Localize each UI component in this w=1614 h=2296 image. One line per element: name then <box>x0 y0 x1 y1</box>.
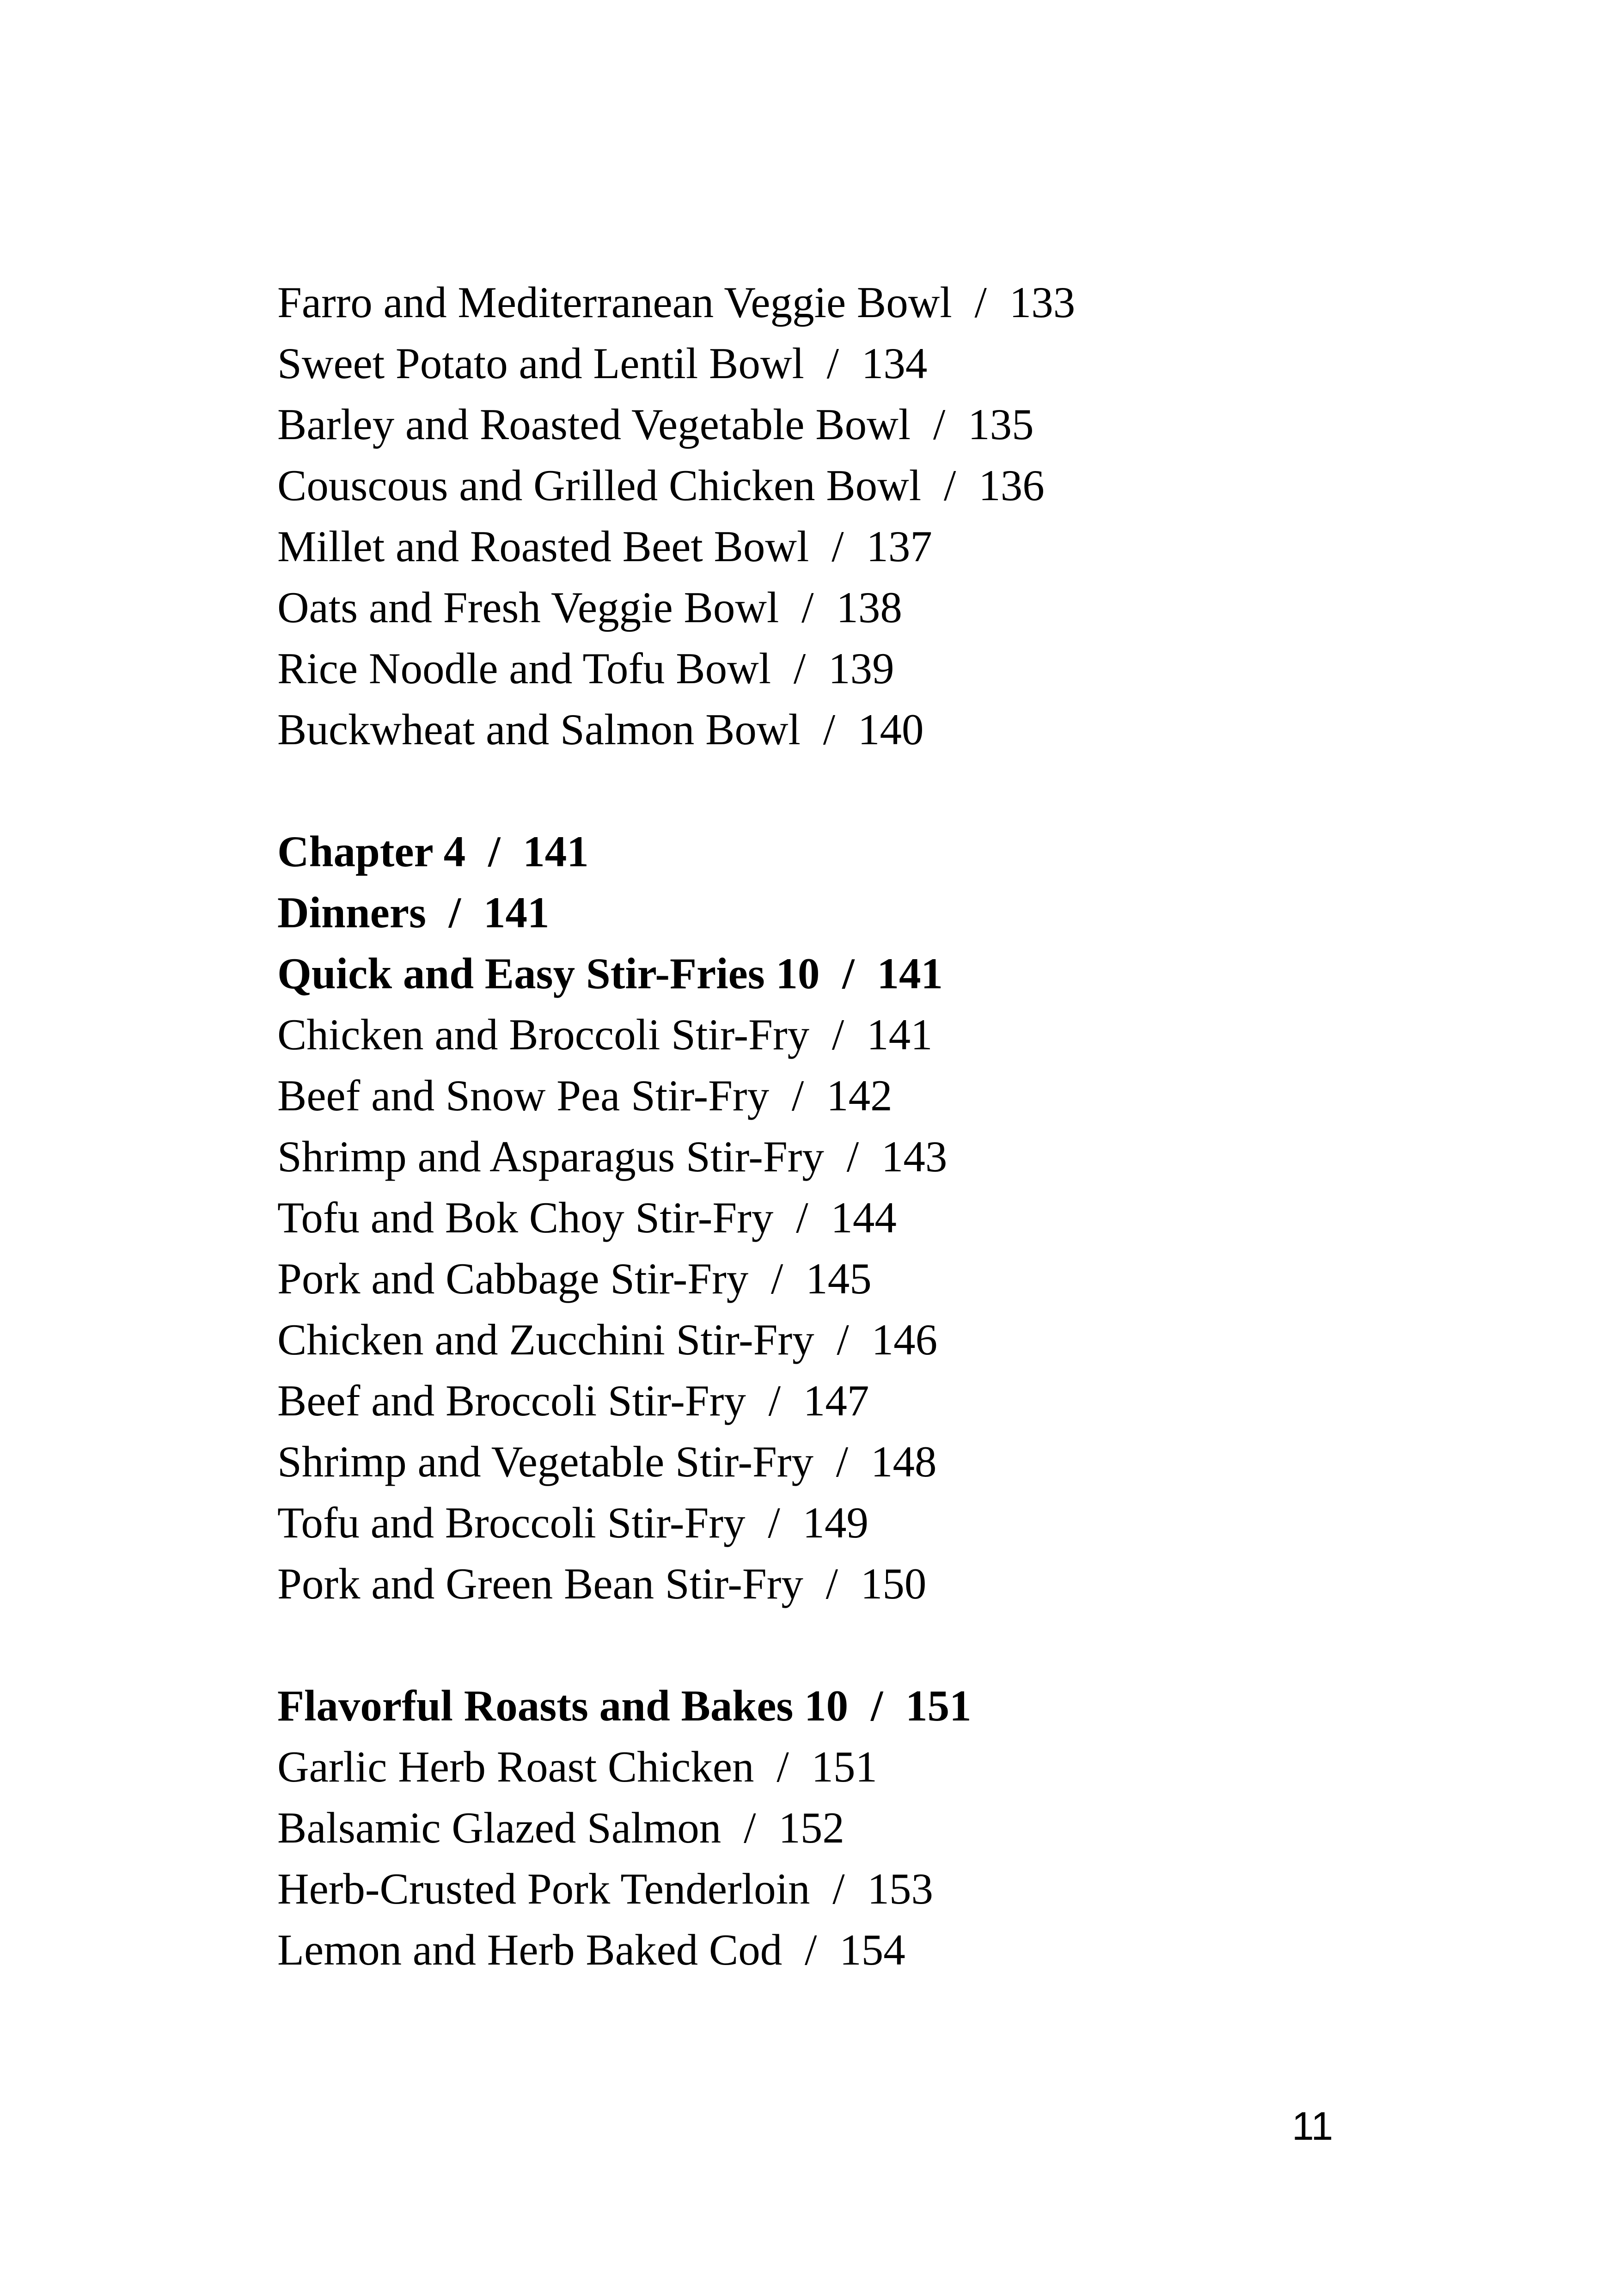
toc-entry-page: 134 <box>861 339 928 388</box>
toc-entry-page: 141 <box>483 888 550 937</box>
toc-entry[interactable] <box>277 394 1387 455</box>
toc-entry-page: 147 <box>803 1376 869 1425</box>
toc-separator: / <box>974 278 987 327</box>
toc-entry[interactable] <box>277 1309 1387 1370</box>
toc-entry-title: Herb-Crusted Pork Tenderloin <box>277 1864 810 1913</box>
toc-entry-page: 150 <box>860 1559 927 1608</box>
page-number: 11 <box>1292 2104 1333 2149</box>
toc-entry-page: 149 <box>802 1498 869 1547</box>
toc-separator: / <box>823 705 836 754</box>
toc-entry[interactable] <box>277 1431 1387 1492</box>
toc-separator: / <box>801 583 814 632</box>
toc-entry[interactable] <box>277 1187 1387 1248</box>
toc-separator: / <box>488 827 501 876</box>
section-gap <box>277 1614 1387 1675</box>
toc-entry-page: 148 <box>870 1437 937 1486</box>
toc-heading[interactable] <box>277 1675 1387 1736</box>
toc-entry-title: Chicken and Zucchini Stir-Fry <box>277 1315 814 1364</box>
toc-separator: / <box>943 461 956 510</box>
toc-entry[interactable] <box>277 1065 1387 1126</box>
toc-entry[interactable] <box>277 1858 1387 1919</box>
toc-entry-page: 151 <box>811 1742 878 1791</box>
toc-entry-page: 135 <box>968 400 1034 449</box>
toc-entry-title: Quick and Easy Stir-Fries 10 <box>277 949 820 998</box>
toc-separator: / <box>870 1681 883 1730</box>
toc-heading[interactable] <box>277 882 1387 943</box>
toc-entry-title: Beef and Snow Pea Stir-Fry <box>277 1071 770 1120</box>
toc-entry-title: Oats and Fresh Veggie Bowl <box>277 583 779 632</box>
toc-entry-title: Buckwheat and Salmon Bowl <box>277 705 801 754</box>
toc-separator: / <box>933 400 946 449</box>
toc-separator: / <box>831 522 844 571</box>
toc-entry-page: 141 <box>523 827 589 876</box>
toc-entry[interactable] <box>277 638 1387 699</box>
toc-entry-page: 137 <box>866 522 932 571</box>
toc-entry[interactable] <box>277 516 1387 577</box>
toc-separator: / <box>805 1925 817 1974</box>
toc-entry-page: 133 <box>1009 278 1076 327</box>
toc-separator: / <box>776 1742 789 1791</box>
toc-heading[interactable] <box>277 943 1387 1004</box>
toc-entry-title: Sweet Potato and Lentil Bowl <box>277 339 804 388</box>
toc-entry-title: Barley and Roasted Vegetable Bowl <box>277 400 911 449</box>
toc-entry[interactable] <box>277 1736 1387 1797</box>
toc-separator: / <box>793 644 806 693</box>
toc-entry-title: Couscous and Grilled Chicken Bowl <box>277 461 922 510</box>
toc-entry-page: 144 <box>831 1193 897 1242</box>
toc-separator: / <box>836 1437 849 1486</box>
toc-entry-title: Shrimp and Vegetable Stir-Fry <box>277 1437 813 1486</box>
toc-separator: / <box>768 1376 781 1425</box>
toc-entry[interactable] <box>277 1004 1387 1065</box>
toc-entry-page: 139 <box>828 644 894 693</box>
toc-entry-title: Chicken and Broccoli Stir-Fry <box>277 1010 810 1059</box>
toc-entry[interactable] <box>277 1553 1387 1614</box>
toc-entry-page: 153 <box>867 1864 933 1913</box>
toc-entry-page: 141 <box>867 1010 933 1059</box>
toc-entry[interactable] <box>277 699 1387 760</box>
toc-entry[interactable] <box>277 1248 1387 1309</box>
toc-entry-page: 141 <box>877 949 943 998</box>
toc-separator: / <box>744 1803 756 1852</box>
toc-entry-page: 152 <box>778 1803 844 1852</box>
toc-entry-title: Chapter 4 <box>277 827 466 876</box>
toc-entry-page: 143 <box>881 1132 948 1181</box>
toc-heading[interactable] <box>277 821 1387 882</box>
toc-entry-page: 146 <box>871 1315 938 1364</box>
toc-separator: / <box>768 1498 780 1547</box>
toc-entry-page: 151 <box>905 1681 972 1730</box>
toc-entry-title: Pork and Cabbage Stir-Fry <box>277 1254 749 1303</box>
toc-entry[interactable] <box>277 1919 1387 1980</box>
toc-separator: / <box>846 1132 859 1181</box>
toc-separator: / <box>791 1071 804 1120</box>
toc-entry-page: 154 <box>839 1925 905 1974</box>
toc-entry-title: Garlic Herb Roast Chicken <box>277 1742 754 1791</box>
toc-entry-title: Tofu and Bok Choy Stir-Fry <box>277 1193 774 1242</box>
toc-entry-title: Balsamic Glazed Salmon <box>277 1803 721 1852</box>
toc-entry-title: Tofu and Broccoli Stir-Fry <box>277 1498 746 1547</box>
toc-entry-page: 145 <box>806 1254 872 1303</box>
toc-entry-title: Shrimp and Asparagus Stir-Fry <box>277 1132 824 1181</box>
toc-entry[interactable] <box>277 455 1387 516</box>
toc-separator: / <box>831 1010 844 1059</box>
toc-separator: / <box>842 949 855 998</box>
section-gap <box>277 760 1387 821</box>
toc-entry-page: 138 <box>836 583 902 632</box>
toc-entry-title: Pork and Green Bean Stir-Fry <box>277 1559 803 1608</box>
toc-entry-page: 136 <box>978 461 1045 510</box>
toc-entry[interactable] <box>277 272 1387 333</box>
toc-separator: / <box>448 888 461 937</box>
table-of-contents <box>277 272 1387 1980</box>
toc-entry-title: Millet and Roasted Beet Bowl <box>277 522 809 571</box>
toc-entry-page: 142 <box>826 1071 893 1120</box>
toc-separator: / <box>796 1193 808 1242</box>
toc-entry[interactable] <box>277 333 1387 394</box>
toc-entry[interactable] <box>277 1126 1387 1187</box>
toc-entry-title: Rice Noodle and Tofu Bowl <box>277 644 771 693</box>
toc-entry[interactable] <box>277 1492 1387 1553</box>
toc-entry[interactable] <box>277 1797 1387 1858</box>
toc-separator: / <box>832 1864 845 1913</box>
toc-separator: / <box>837 1315 849 1364</box>
toc-entry[interactable] <box>277 577 1387 638</box>
toc-entry-title: Lemon and Herb Baked Cod <box>277 1925 783 1974</box>
toc-entry-title: Farro and Mediterranean Veggie Bowl <box>277 278 952 327</box>
toc-entry-page: 140 <box>857 705 924 754</box>
toc-entry[interactable] <box>277 1370 1387 1431</box>
toc-entry-title: Beef and Broccoli Stir-Fry <box>277 1376 746 1425</box>
toc-entry-title: Flavorful Roasts and Bakes 10 <box>277 1681 849 1730</box>
toc-entry-title: Dinners <box>277 888 426 937</box>
toc-separator: / <box>771 1254 783 1303</box>
toc-separator: / <box>826 339 839 388</box>
toc-separator: / <box>825 1559 838 1608</box>
